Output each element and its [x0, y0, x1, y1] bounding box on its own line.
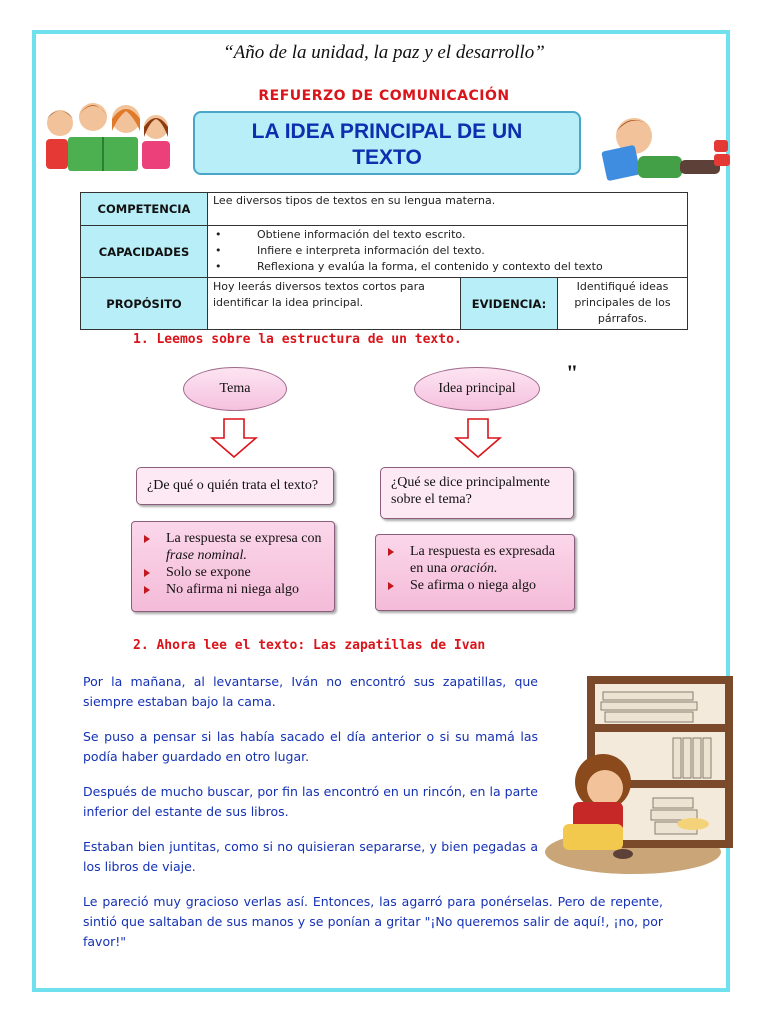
bullet-emphasis: frase nominal. [166, 548, 247, 563]
proposito-label: PROPÓSITO [81, 278, 208, 330]
quotation-mark: " [566, 360, 579, 385]
list-item [140, 530, 328, 564]
tema-answer-box [131, 521, 335, 612]
idea-principal-question-box: ¿Qué se dice principalmente sobre el tema? [380, 467, 574, 519]
down-arrow-icon [454, 418, 502, 458]
capacidades-label: CAPACIDADES [81, 226, 208, 278]
boy-at-bookshelf-illustration [543, 672, 735, 880]
bullet-emphasis: oración. [450, 561, 498, 576]
bullet-text: La respuesta se expresa con [166, 531, 322, 546]
bullet-text: La respuesta es expresada en una [410, 544, 555, 576]
capacidad-item: • Infiere e interpreta información del texto. [213, 243, 682, 259]
story-paragraph: Se puso a pensar si las había sacado el día anterior o si su mamá las podía haber guardado en otro lugar. [83, 729, 538, 764]
section-1-heading: 1. Leemos sobre la estructura de un texto. [133, 332, 462, 347]
subtitle: REFUERZO DE COMUNICACIÓN [258, 88, 510, 104]
story-paragraph: Le pareció muy gracioso verlas así. Entonces, las agarró para ponérselas. Pero de repente, sintió que saltaban de sus manos y se ponían a gritar "¡No queremos salir de aquí!, ¡no, por favor!" [83, 894, 663, 949]
title-line-2: TEXTO [352, 146, 422, 169]
tema-oval: Tema [183, 367, 287, 411]
tema-question-box: ¿De qué o quién trata el texto? [136, 467, 334, 505]
list-item [384, 543, 568, 577]
story-paragraph: Estaban bien juntitas, como si no quisieran separarse, y bien pegadas a los libros de viaje. [83, 839, 538, 874]
story-paragraph: Después de mucho buscar, por fin las encontró en un rincón, en la parte inferior del estante de sus libros. [83, 784, 538, 819]
capacidad-item: • Reflexiona y evalúa la forma, el contenido y contexto del texto [213, 259, 682, 275]
proposito-text: Hoy leerás diversos textos cortos para identificar la idea principal. [208, 278, 461, 330]
boy-reading-illustration [598, 110, 734, 188]
list-item: Se afirma o niega algo [384, 577, 568, 594]
idea-principal-oval: Idea principal [414, 367, 540, 411]
title-line-1: LA IDEA PRINCIPAL DE UN [251, 120, 523, 143]
evidencia-text: Identifiqué ideas principales de los párrafos. [558, 278, 688, 330]
evidencia-label: EVIDENCIA: [461, 278, 558, 330]
page-title [193, 111, 581, 175]
story-paragraph: Por la mañana, al levantarse, Iván no encontró sus zapatillas, que siempre estaban bajo la cama. [83, 674, 538, 709]
capacidad-item: • Obtiene información del texto escrito. [213, 227, 682, 243]
list-item: No afirma ni niega algo [140, 581, 328, 598]
list-item: Solo se expone [140, 564, 328, 581]
motto: “Año de la unidad, la paz y el desarrollo” [223, 42, 545, 63]
capacidades-list [208, 226, 688, 278]
section-2-heading: 2. Ahora lee el texto: Las zapatillas de Ivan [133, 638, 486, 653]
competency-table [80, 192, 688, 330]
down-arrow-icon [210, 418, 258, 458]
idea-principal-answer-box [375, 534, 575, 611]
children-reading-illustration [38, 97, 178, 175]
competencia-label: COMPETENCIA [81, 193, 208, 226]
competencia-text: Lee diversos tipos de textos en su lengua materna. [208, 193, 688, 226]
